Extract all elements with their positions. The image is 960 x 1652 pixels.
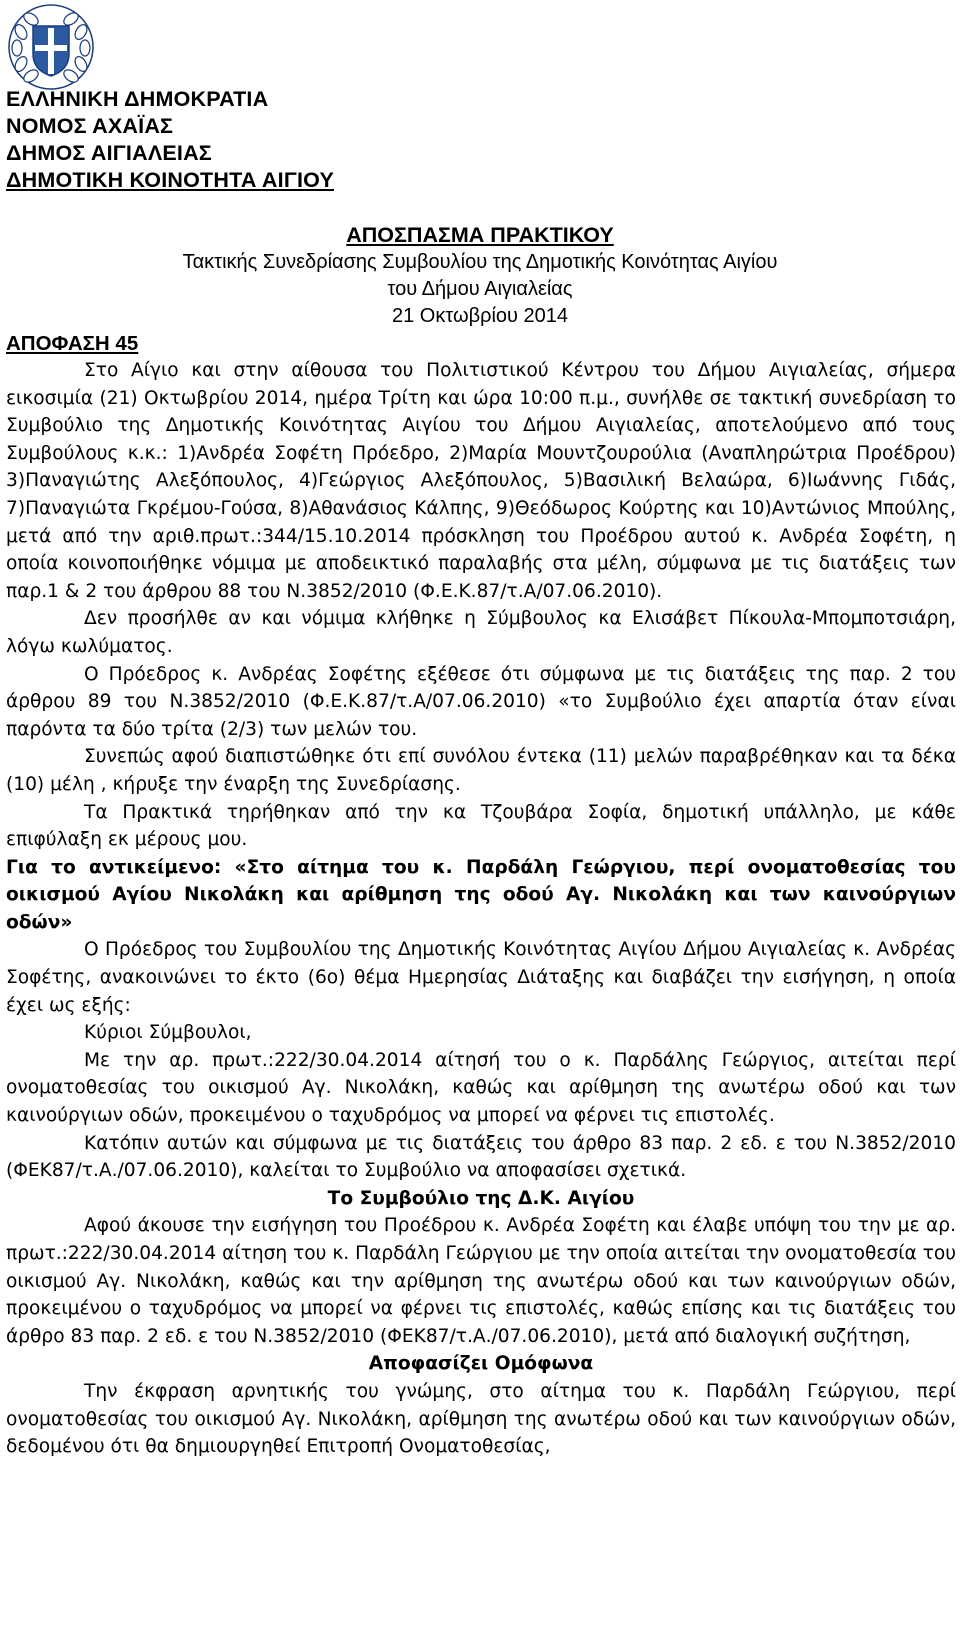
greek-coat-of-arms-icon	[5, 2, 97, 92]
subject-heading: Για το αντικείμενο: «Στο αίτημα του κ. Παρδάλη Γεώργιου, περί ονοματοθεσίας του οικισμού Αγίου Νικολάκη και αρίθμηση της οδού Αγ. Νικολάκη και των καινούργιων οδών»	[6, 856, 956, 933]
header-republic: ΕΛΛΗΝΙΚΗ ΔΗΜΟΚΡΑΤΙΑ	[6, 87, 269, 111]
title-subtitle-1: Τακτικής Συνεδρίασης Συμβουλίου της Δημοτικής Κοινότητας Αιγίου	[182, 251, 778, 273]
title-date: 21 Οκτωβρίου 2014	[391, 305, 569, 327]
paragraph-deliberation: Αφού άκουσε την εισήγηση του Προέδρου κ. Ανδρέα Σοφέτη και έλαβε υπόψη του την με αρ. πρωτ.:222/30.04.2014 αίτηση του κ. Παρδάλη Γεώργιου με την οποία αιτείται την ονοματοθεσία του οικισμού Αγ. Νικολάκη, καθώς και την αρίθμηση της ανωτέρω οδού και των καινούργιων οδών, προκειμένου ο ταχυδρόμος να μπορεί να φέρνει τις επιστολές, καθώς επίσης και τις διατάξεις του άρθρο 83 παρ. 2 εδ. ε του Ν.3852/2010 (ΦΕΚ87/τ.Α./07.06.2010), μετά από διαλογική συζήτηση,	[6, 1215, 956, 1347]
paragraph-call-to-decide: Κατόπιν αυτών και σύμφωνα με τις διατάξεις του άρθρο 83 παρ. 2 εδ. ε του Ν.3852/2010 (ΦΕΚ87/τ.Α./07.06.2010), καλείται το Συμβούλιο να αποφασίσει σχετικά.	[6, 1132, 956, 1182]
decision-number: ΑΠΟΦΑΣΗ 45	[6, 332, 139, 355]
council-heading: Το Συμβούλιο της Δ.Κ. Αιγίου	[327, 1187, 635, 1209]
header-community: ΔΗΜΟΤΙΚΗ ΚΟΙΝΟΤΗΤΑ ΑΙΓΙΟΥ	[6, 168, 334, 192]
document-body	[6, 357, 956, 1461]
paragraph-absent: Δεν προσήλθε αν και νόμιμα κλήθηκε η Σύμβουλος κα Ελισάβετ Πίκουλα-Μπομποτσιάρη, λόγω κωλύματος.	[6, 608, 956, 657]
paragraph-minutes: Τα Πρακτικά τηρήθηκαν από την κα Τζουβάρα Σοφία, δημοτική υπάλληλο, με κάθε επιφύλαξη εκ μέρους μου.	[6, 801, 956, 851]
header-prefecture: ΝΟΜΟΣ ΑΧΑΪΑΣ	[6, 114, 174, 138]
document-title: ΑΠΟΣΠΑΣΜΑ ΠΡΑΚΤΙΚΟΥ	[346, 223, 614, 247]
paragraph-agenda: Ο Πρόεδρος του Συμβουλίου της Δημοτικής Κοινότητας Αιγίου Δήμου Αιγιαλείας κ. Ανδρέας Σοφέτης, ανακοινώνει το έκτο (6ο) θέμα Ημερησίας Διάταξης και διαβάζει την εισήγηση, η οποία έχει ως εξής:	[6, 939, 956, 1016]
paragraph-salutation: Κύριοι Σύμβουλοι,	[84, 1022, 252, 1044]
title-subtitle-2: του Δήμου Αιγιαλείας	[387, 278, 573, 300]
paragraph-quorum: Ο Πρόεδρος κ. Ανδρέας Σοφέτης εξέθεσε ότι σύμφωνα με τις διατάξεις της παρ. 2 του άρθρου 89 του Ν.3852/2010 (Φ.Ε.Κ.87/τ.Α/07.06.2010) «το Συμβούλιο έχει απαρτία όταν είναι παρόντα τα δύο τρίτα (2/3) των μελών του.	[6, 663, 956, 740]
paragraph-decision: Την έκφραση αρνητικής του γνώμης, στο αίτημα του κ. Παρδάλη Γεώργιου, περί ονοματοθεσίας του οικισμού Αγ. Νικολάκη, αρίθμηση της ανωτέρω οδού και των καινούργιων οδών, δεδομένου ότι θα δημιουργηθεί Επιτροπή Ονοματοθεσίας,	[6, 1380, 956, 1458]
decides-heading: Αποφασίζει Ομόφωνα	[368, 1353, 594, 1375]
paragraph-meeting: Στο Αίγιο και στην αίθουσα του Πολιτιστικού Κέντρου του Δήμου Αιγιαλείας, σήμερα εικοσιμία (21) Οκτωβρίου 2014, ημέρα Τρίτη και ώρα 10:00 π.μ., συνήλθε σε τακτική συνεδρίαση το Συμβούλιο της Δημοτικής Κοινότητας Αιγίου του Δήμου Αιγιαλείας, αποτελούμενο από τους Συμβούλους κ.κ.: 1)Ανδρέα Σοφέτη Πρόεδρο, 2)Μαρία Μουντζουρούλια (Αναπληρώτρια Προέδρου) 3)Παναγιώτης Αλεξόπουλος, 4)Γεώργιος Αλεξόπουλος, 5)Βασιλική Βελαώρα, 6)Ιωάννης Γιδάς, 7)Παναγιώτα Γκρέμου-Γούσα, 8)Αθανάσιος Κάλπης, 9)Θεόδωρος Κούρτης και 10)Αντώνιος Μπούλης, μετά από την αριθ.πρωτ.:344/15.10.2014 πρόσκληση του Προέδρου αυτού κ. Ανδρέα Σοφέτη, η οποία κοινοποιήθηκε νόμιμα με αποδεικτικό παραλαβής στα μέλη, σύμφωνα με τις διατάξεις των παρ.1 & 2 του άρθρου 88 του Ν.3852/2010 (Φ.Ε.Κ.87/τ.Α/07.06.2010).	[6, 360, 956, 602]
paragraph-request: Με την αρ. πρωτ.:222/30.04.2014 αίτησή του ο κ. Παρδάλης Γεώργιος, αιτείται περί ονοματοθεσίας του οικισμού Αγ. Νικολάκη, καθώς και αρίθμηση της ανωτέρω οδού και των καινούργιων οδών, προκειμένου ο ταχυδρόμος να μπορεί να φέρνει τις επιστολές.	[6, 1049, 956, 1127]
header-municipality: ΔΗΜΟΣ ΑΙΓΙΑΛΕΙΑΣ	[6, 141, 212, 165]
paragraph-opening: Συνεπώς αφού διαπιστώθηκε ότι επί συνόλου έντεκα (11) μελών παραβρέθηκαν και τα δέκα (10) μέλη , κήρυξε την έναρξη της Συνεδρίασης.	[6, 746, 956, 795]
title-block	[0, 222, 960, 330]
